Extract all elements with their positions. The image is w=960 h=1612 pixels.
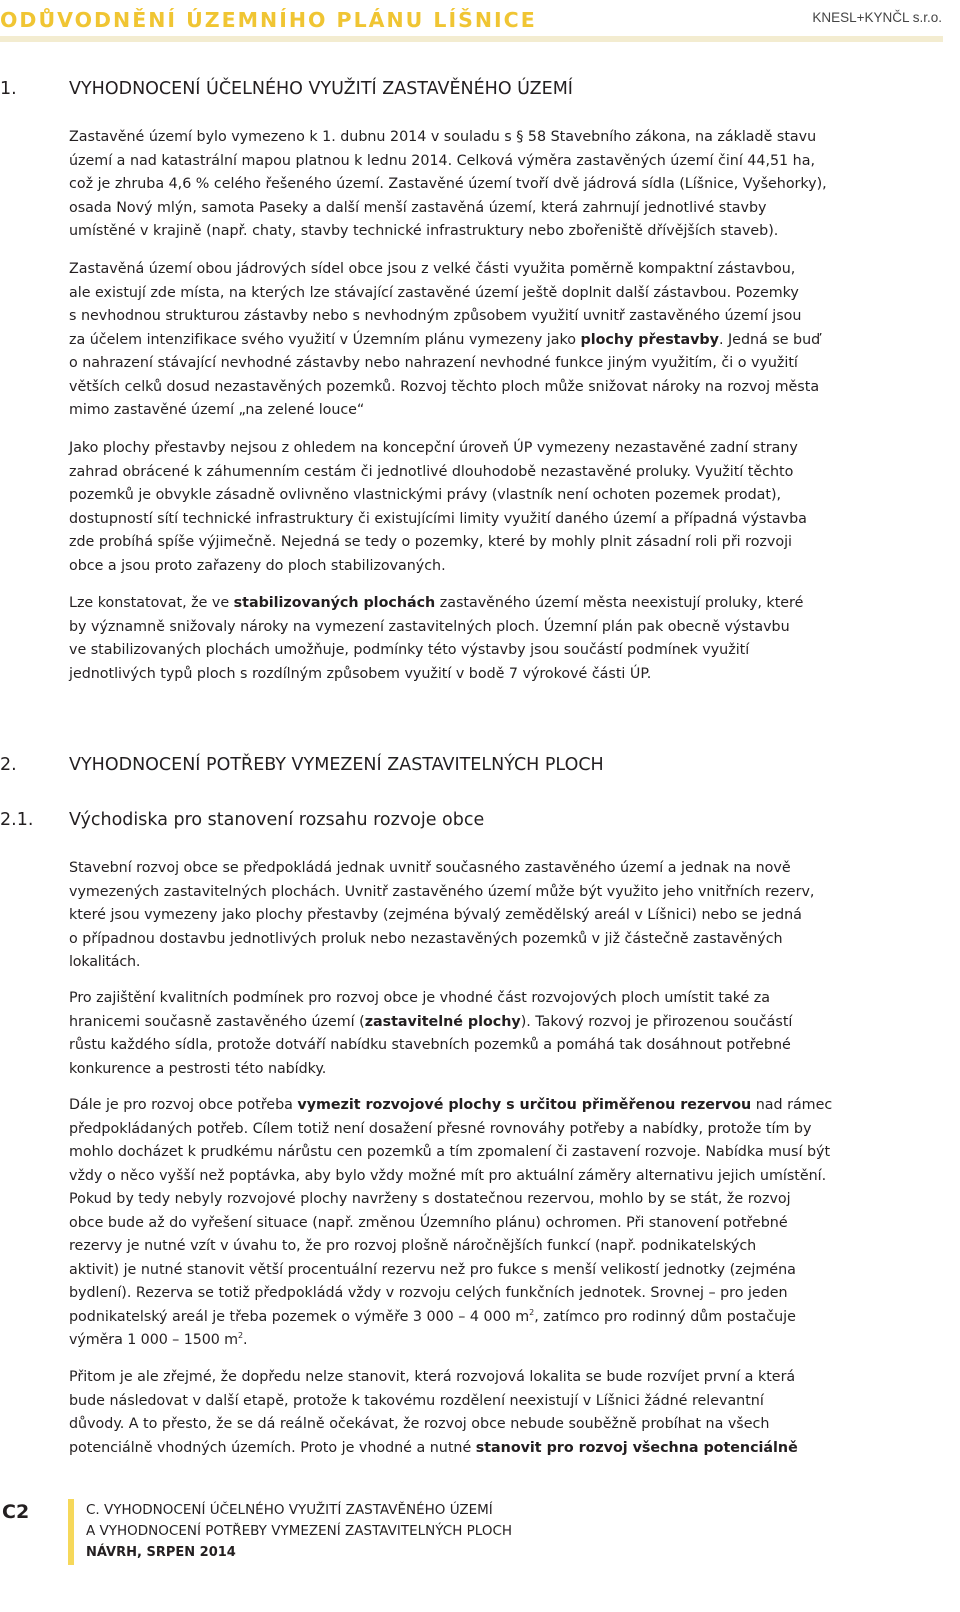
text-line: [69, 1437, 939, 1461]
text-line: zde probíhá spíše výjimečně. Nejedná se tedy o pozemky, které by mohly plnit zásadní roli při rozvoji: [69, 534, 792, 550]
footer-version: NÁVRH, SRPEN 2014: [86, 1545, 236, 1560]
text-line: ve stabilizovaných plochách umožňuje, podmínky této výstavby jsou součástí podmínek využití: [69, 642, 750, 658]
text-run: ). Takový rozvoj je přirozenou součástí: [520, 1013, 793, 1030]
text-line: Zastavěné území bylo vymezeno k 1. dubnu 2014 v souladu s § 58 Stavebního zákona, na základě stavu: [69, 129, 817, 145]
footer-chapter-line-1: C. VYHODNOCENÍ ÚČELNÉHO VYUŽITÍ ZASTAVĚNÉHO ÚZEMÍ: [86, 1502, 493, 1518]
page-footer: [0, 1494, 960, 1574]
text-run: nad rámec: [751, 1097, 833, 1113]
text-run: potenciálně vhodných územích. Proto je vhodné a nutné: [69, 1439, 476, 1456]
text-line: dostupností sítí technické infrastruktury či existujícími limity využití daného území a případná výstavba: [69, 510, 807, 527]
page-header: [0, 0, 960, 46]
footer-accent-bar: [68, 1499, 74, 1565]
text-run: podnikatelský areál je třeba pozemek o výměře 3 000 – 4 000 m: [69, 1308, 530, 1325]
text-run: , zatímco pro rodinný dům postačuje: [534, 1308, 796, 1325]
text-line: mimo zastavěné území „na zelené louce“: [69, 402, 365, 418]
text-line: pozemků je obvykle zásadně ovlivněno vlastnickými právy (vlastník není ochoten pozemek prodat),: [69, 487, 782, 503]
footer-chapter-line-2: A VYHODNOCENÍ POTŘEBY VYMEZENÍ ZASTAVITELNÝCH PLOCH: [86, 1523, 513, 1539]
text-line: zahrad obrácené k záhumenním cestám či jednotlivé dlouhodobě nezastavěné proluky. Využití těchto: [69, 463, 794, 480]
text-run: hranicemi současně zastavěného území (: [69, 1013, 365, 1030]
section-1-title: VYHODNOCENÍ ÚČELNÉHO VYUŽITÍ ZASTAVĚNÉHO ÚZEMÍ: [69, 79, 573, 99]
text-line: mohlo docházet k prudkému nárůstu cen pozemků a tím zpomalení či zastavení rozvoje. Nabídka musí být: [69, 1144, 831, 1160]
section-1-paragraph-2: [69, 258, 939, 423]
text-line: Přitom je ale zřejmé, že dopředu nelze stanovit, která rozvojová lokalita se bude rozvíjet první a která: [69, 1369, 796, 1385]
section-2-paragraph-2: [69, 987, 939, 1081]
text-line: Stavební rozvoj obce se předpokládá jednak uvnitř současného zastavěného území a jednak na nově: [69, 860, 791, 876]
text-line: s nevhodnou strukturou zástavby nebo s nevhodným způsobem využití uvnitř zastavěného území jsou: [69, 308, 802, 324]
section-2-paragraph-4: [69, 1366, 939, 1460]
text-line: větších celků dosud nezastavěných pozemků. Rozvoj těchto ploch může snižovat nároky na rozvoj města: [69, 378, 820, 395]
text-line: jednotlivých typů ploch s rozdílným způsobem využití v bodě 7 výrokové části ÚP.: [69, 665, 652, 682]
section-2-paragraph-1: [69, 857, 939, 975]
section-1-paragraph-1: [69, 126, 939, 244]
text-line: by významně snižovaly nároky na vymezení zastavitelných ploch. Územní plán pak obecně výstavbu: [69, 618, 790, 635]
text-line: Pokud by tedy nebyly rozvojové plochy navrženy s dostatečnou rezervou, mohlo by se stát, že rozvoj: [69, 1191, 791, 1207]
emphasis-rozvojove-plochy: vymezit rozvojové plochy s určitou přiměřenou rezervou: [297, 1097, 752, 1113]
text-line: Jako plochy přestavby nejsou z ohledem na koncepční úroveň ÚP vymezeny nezastavěné zadní strany: [69, 440, 798, 456]
text-line: bydlení). Rezerva se totiž předpokládá vždy v rozvoju celých funkčních jednotek. Srovnej – pro jeden: [69, 1285, 788, 1301]
subsection-2-1-heading: [0, 810, 940, 834]
text-line: Zastavěná území obou jádrových sídel obce jsou z velké části využita poměrně kompaktní zástavbou,: [69, 261, 796, 277]
text-line: obce a jsou proto zařazeny do ploch stabilizovaných.: [69, 557, 446, 574]
emphasis-zastavitelne-plochy: zastavitelné plochy: [364, 1013, 521, 1030]
text-run: Lze konstatovat, že ve: [69, 595, 234, 611]
text-line: lokalitách.: [69, 954, 141, 970]
text-run: zastavěného území města neexistují proluky, které: [435, 595, 804, 611]
text-line: [69, 329, 939, 353]
text-line: což je zhruba 4,6 % celého řešeného území. Zastavěné území tvoří dvě jádrová sídla (Líšnice, Vyšehorky),: [69, 176, 827, 192]
text-line: Pro zajištění kvalitních podmínek pro rozvoj obce je vhodné část rozvojových ploch umístit také za: [69, 990, 770, 1006]
text-line: konkurence a pestrosti této nabídky.: [69, 1060, 327, 1077]
text-line: [69, 1011, 939, 1035]
text-line: [69, 1094, 939, 1118]
section-1-number: 1.: [0, 79, 17, 99]
company-name: KNESL+KYNČL s.r.o.: [812, 10, 942, 25]
text-line: [69, 1306, 939, 1330]
section-2-number: 2.: [0, 755, 17, 775]
superscript: 2: [529, 1307, 535, 1317]
section-2-paragraph-3: [69, 1094, 939, 1353]
text-line: bude následovat v další etapě, protože k takovému rozdělení neexistují v Líšnici žádné relevantní: [69, 1392, 764, 1409]
subsection-2-1-title: Východiska pro stanovení rozsahu rozvoje obce: [69, 810, 485, 830]
page-number: C2: [2, 1501, 30, 1523]
text-line: aktivit) je nutné stanovit větší procentuální rezervu než pro fukce s menší velikostí jednotky (zejména: [69, 1261, 796, 1278]
text-line: které jsou vymezeny jako plochy přestavby (zejména bývalý zemědělský areál v Líšnici) nebo se jedná: [69, 907, 802, 923]
document-title: ODŮVODNĚNÍ ÚZEMNÍHO PLÁNU LÍŠNICE: [0, 8, 537, 32]
text-run: . Jedná se buď: [718, 331, 821, 348]
section-1-paragraph-4: [69, 592, 939, 686]
section-2-title: VYHODNOCENÍ POTŘEBY VYMEZENÍ ZASTAVITELNÝCH PLOCH: [69, 755, 604, 775]
text-line: růstu každého sídla, protože dotváří nabídku stavebních pozemků a pomáhá tak dosáhnout potřebné: [69, 1037, 791, 1053]
text-line: ale existují zde místa, na kterých lze stávající zastavěné území ještě doplnit další zástavbou. Pozemky: [69, 284, 799, 301]
footer-text: [86, 1500, 512, 1563]
header-divider: [0, 36, 943, 42]
text-line: o případnou dostavbu jednotlivých proluk nebo nezastavěných pozemků v již částečně zastavěných: [69, 930, 783, 947]
text-run: Dále je pro rozvoj obce potřeba: [69, 1097, 298, 1113]
text-line: umístěné v krajině (např. chaty, stavby technické infrastruktury nebo zbořeniště dřívějších staveb).: [69, 223, 779, 239]
text-line: obce bude až do vyřešení situace (např. změnou Územního plánu) ochromen. Při stanovení potřebné: [69, 1214, 788, 1231]
text-line: [69, 1329, 939, 1353]
subsection-2-1-number: 2.1.: [0, 810, 34, 830]
text-line: rezervy je nutné vzít v úvahu to, že pro rozvoj plošně náročnějších funkcí (např. podnikatelských: [69, 1238, 757, 1254]
text-run: za účelem intenzifikace svého využití v Územním plánu vymezeny jako: [69, 331, 581, 348]
text-line: [69, 592, 939, 616]
text-line: vždy o něco vyšší než poptávka, aby bylo vždy možné mít pro aktuální záměry alternativu jejich umístění.: [69, 1167, 827, 1184]
emphasis-stabilizovane-plochy: stabilizovaných plochách: [233, 595, 436, 611]
text-run: .: [243, 1332, 248, 1348]
section-2-heading: [0, 755, 940, 779]
text-line: území a nad katastrální mapou platnou k lednu 2014. Celková výměra zastavěných území činí 44,51 ha,: [69, 152, 815, 169]
text-line: důvody. A to přesto, že se dá reálně očekávat, že rozvoj obce nebude souběžně probíhat na všech: [69, 1416, 770, 1432]
text-line: o nahrazení stávající nevhodné zástavby nebo nahrazení nevhodné funkce jiným využitím, či o využití: [69, 355, 798, 371]
superscript: 2: [238, 1331, 244, 1340]
text-run: výměra 1 000 – 1500 m: [69, 1332, 239, 1348]
section-1-heading: [0, 79, 940, 103]
emphasis-stanovit-pro-rozvoj: stanovit pro rozvoj všechna potenciálně: [475, 1439, 798, 1456]
text-line: předpokládaných potřeb. Cílem totiž není dosažení přesné rovnováhy potřeby a nabídky, protože tím by: [69, 1120, 812, 1137]
section-1-paragraph-3: [69, 437, 939, 578]
text-line: vymezených zastavitelných plochách. Uvnitř zastavěného území může být využito jeho vnitřních rezerv,: [69, 883, 815, 900]
text-line: osada Nový mlýn, samota Paseky a další menší zastavěná území, která zahrnují jednotlivé stavby: [69, 199, 767, 216]
emphasis-plochy-prestavby: plochy přestavby: [580, 331, 719, 348]
